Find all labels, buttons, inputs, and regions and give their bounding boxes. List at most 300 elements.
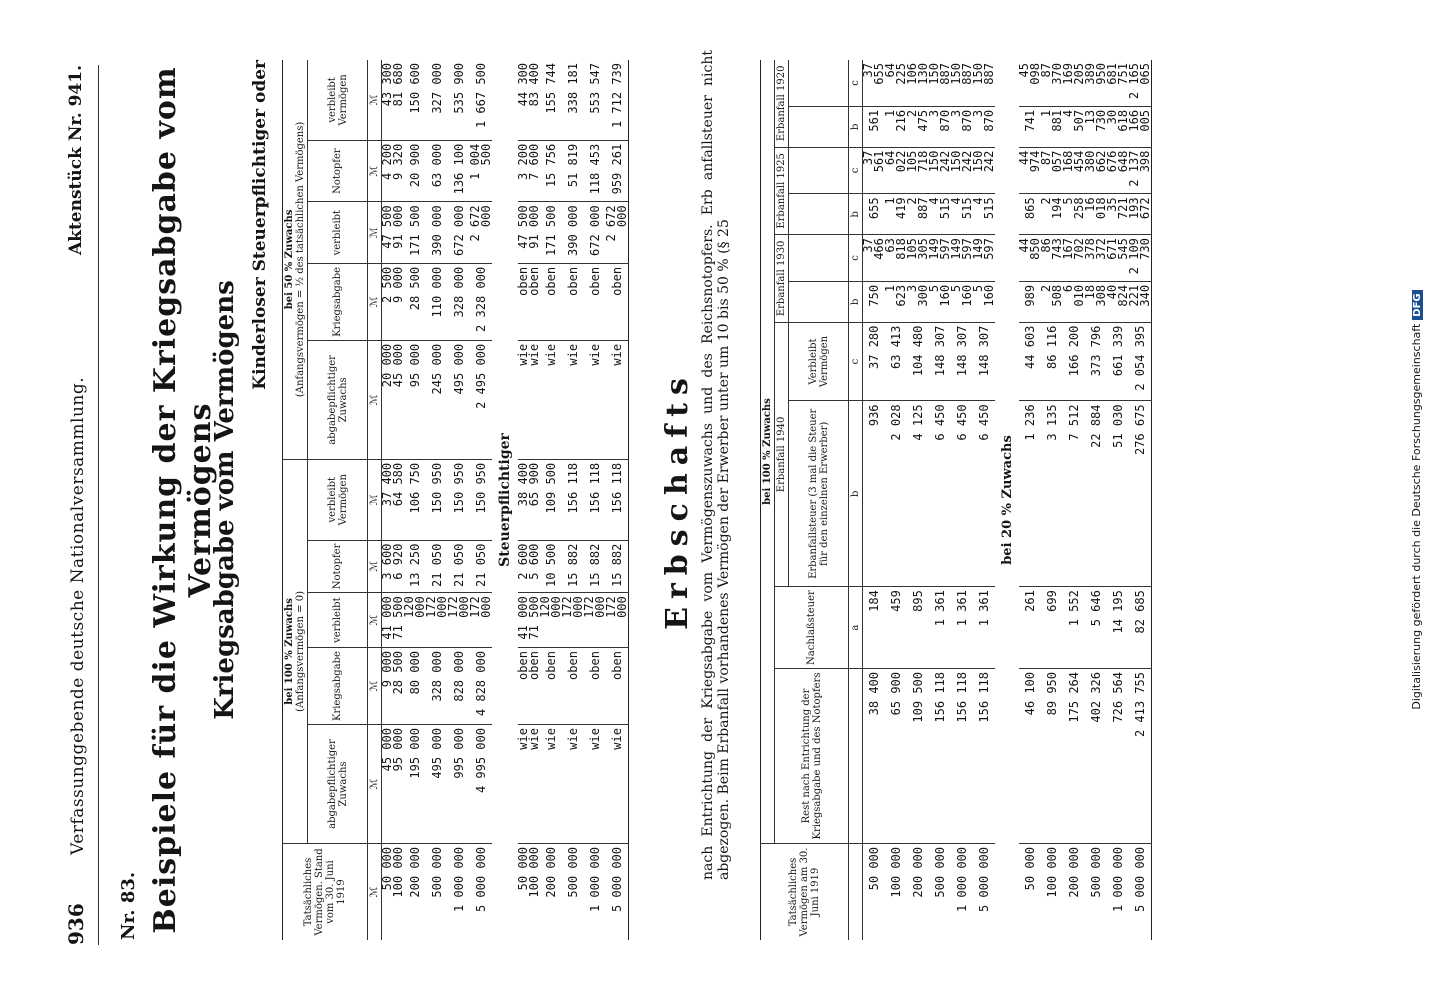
table-cell: 672 000 — [448, 202, 470, 264]
unit-label: ℳ — [368, 648, 382, 725]
table-cell: wie — [606, 725, 629, 844]
table-cell: 402 326 — [1085, 668, 1107, 843]
table-cell: 200 000 — [543, 847, 558, 898]
table-cell: 150 887 — [973, 60, 995, 106]
table-cell: 13 250 — [404, 540, 426, 593]
page-number: 936 — [64, 903, 88, 945]
erbanfall-1940: Erbanfall 1940 — [775, 322, 789, 587]
table-cell: 89 950 — [1041, 668, 1063, 843]
col-header: Kriegsabgabe — [308, 263, 368, 340]
table-cell: 681 751 — [1107, 60, 1129, 106]
table-cell: wie — [529, 725, 540, 844]
group-20-label: bei 20 % Zuwachs — [999, 435, 1015, 565]
table-cell: oben — [529, 648, 540, 725]
table-cell: 1 419 — [885, 194, 907, 235]
unit-label: ℳ — [368, 263, 382, 340]
table-row — [1129, 60, 1152, 940]
letter-label: c — [849, 60, 863, 106]
table-cell: 44 974 — [1019, 147, 1041, 194]
table-cell: 86 116 — [1041, 322, 1063, 401]
table-cell: 150 242 — [929, 147, 951, 194]
table-row — [562, 60, 584, 940]
table-cell: 6 450 — [951, 401, 973, 587]
table-cell: 172 000 — [426, 593, 448, 648]
table-cell: 172 000 — [470, 593, 492, 648]
table-row — [1019, 60, 1041, 940]
table-cell: wie — [562, 725, 584, 844]
col-vermoegen: Tatsächliches Vermögen. Stand vom 30. Juni 1919 — [303, 848, 347, 936]
table-cell: 35 721 — [1107, 194, 1129, 235]
group-100-label: bei 100 % Zuwachs — [284, 598, 295, 705]
group-50-note: (Anfangsvermögen = ½ des tatsächlichen Vermögens) — [295, 121, 306, 398]
table-cell: 95 000 — [404, 340, 426, 459]
table-cell: 149 597 — [973, 235, 995, 282]
table-cell: 106 750 — [404, 459, 426, 540]
table-cell: wie — [518, 340, 529, 459]
table-cell: 2 109 730 — [1129, 235, 1152, 282]
erbanfall-1920: Erbanfall 1920 — [775, 60, 789, 147]
table-cell: 41 000 — [518, 593, 529, 648]
table-cell: 37 561 — [863, 147, 886, 194]
table-cell: 6 920 — [393, 540, 404, 593]
table-cell: 63 000 — [426, 140, 448, 202]
unit-label: ℳ — [368, 540, 382, 593]
table-cell: 553 547 — [584, 60, 606, 140]
table-cell: 14 195 — [1107, 587, 1129, 669]
table-cell: 150 950 — [470, 459, 492, 540]
table1-separator — [492, 60, 518, 940]
table-cell: 500 000 — [565, 847, 580, 898]
table-cell: 44 850 — [1019, 235, 1041, 282]
table-row — [907, 60, 929, 940]
table-cell: 44 300 — [518, 60, 529, 140]
table-cell: 4 828 000 — [470, 648, 492, 725]
table-cell: oben — [584, 648, 606, 725]
table-cell: 5 160 — [973, 281, 995, 322]
table-cell: 47 500 — [518, 202, 529, 264]
table-cell: 83 400 — [529, 60, 540, 140]
table-cell: 895 — [907, 587, 929, 669]
table-cell: 51 819 — [562, 140, 584, 202]
table-row — [973, 60, 995, 940]
table-cell: 7 600 — [529, 140, 540, 202]
table-cell: 86 743 — [1041, 235, 1063, 282]
table-cell: 172 000 — [584, 593, 606, 648]
table-cell: 672 000 — [584, 202, 606, 264]
table-cell: 47 500 — [382, 202, 394, 264]
table-cell: 276 675 — [1129, 401, 1152, 587]
table-cell: 1 552 — [1063, 587, 1085, 669]
table-cell: 5 000 000 — [976, 847, 991, 913]
table-cell: 2 475 — [907, 106, 929, 147]
table-cell: 2 672 000 — [606, 202, 629, 264]
table-cell: 1 000 000 — [587, 847, 602, 913]
table-cell: 1 361 — [973, 587, 995, 669]
table-cell: 2 328 000 — [470, 263, 492, 340]
section1-subtitle: Kinderloser Steuerpflichtiger oder — [250, 60, 270, 390]
table-cell: 91 000 — [393, 202, 404, 264]
table-cell: 168 454 — [1063, 147, 1085, 194]
table-cell: 40 824 — [1107, 281, 1129, 322]
table-cell: 828 000 — [448, 648, 470, 725]
unit-label: ℳ — [368, 844, 382, 941]
table-cell: 4 507 — [1063, 106, 1085, 147]
table-cell: 221 340 — [1129, 281, 1152, 322]
table-cell: 936 — [863, 401, 886, 587]
dfg-logo: DFG — [1412, 290, 1423, 319]
table-cell: 2 672 000 — [470, 202, 492, 264]
digitization-text: Digitalisierung gefördert durch die Deutsche Forschungsgemeinschaft — [1410, 323, 1423, 710]
table-cell: 166 200 — [1063, 322, 1085, 401]
table-cell: 171 500 — [540, 202, 562, 264]
table-cell: 1 667 500 — [470, 60, 492, 140]
table-cell: 655 — [863, 194, 886, 235]
letter-label: c — [849, 322, 863, 401]
table-cell: 87 057 — [1041, 147, 1063, 194]
table-cell: 6 450 — [929, 401, 951, 587]
table-cell: 378 372 — [1085, 235, 1107, 282]
table-cell: 6 010 — [1063, 281, 1085, 322]
table-cell: 91 000 — [529, 202, 540, 264]
table-cell: 3 870 — [951, 106, 973, 147]
table-cell: 50 000 — [516, 847, 530, 891]
unit-label: ℳ — [368, 202, 382, 264]
table-cell: 373 796 — [1085, 322, 1107, 401]
table-cell: 172 000 — [448, 593, 470, 648]
table-cell: 459 — [885, 587, 907, 669]
table-cell: 46 100 — [1019, 668, 1041, 843]
table-cell: 3 870 — [929, 106, 951, 147]
table-cell: 80 000 — [404, 648, 426, 725]
table-cell: oben — [518, 648, 529, 725]
unit-label: ℳ — [368, 593, 382, 648]
table-cell: 865 — [1019, 194, 1041, 235]
table-cell: 156 118 — [929, 668, 951, 843]
table-cell: 4 200 — [382, 140, 394, 202]
table-cell: 28 500 — [393, 648, 404, 725]
table-cell: 30 618 — [1107, 106, 1129, 147]
table-cell: 195 000 — [404, 725, 426, 844]
table-cell: 50 000 — [866, 847, 881, 891]
table-cell: 4 515 — [973, 194, 995, 235]
table-cell: 390 000 — [562, 202, 584, 264]
table-row — [1041, 60, 1063, 940]
journal-title: Verfassunggebende deutsche Nationalversammlung. — [68, 376, 88, 855]
table-cell: 9 000 — [382, 648, 394, 725]
table-cell: 328 000 — [426, 648, 448, 725]
table-cell: 150 887 — [951, 60, 973, 106]
table-cell: 5 000 000 — [609, 847, 624, 913]
erbanfall-1930: Erbanfall 1930 — [775, 235, 789, 323]
table-cell: 37 280 — [863, 322, 886, 401]
table-row — [426, 60, 448, 940]
table-cell: 81 680 — [393, 60, 404, 140]
table-cell: 989 — [1019, 281, 1041, 322]
table-cell: 328 000 — [448, 263, 470, 340]
table-cell: 1 216 — [885, 106, 907, 147]
table-cell: 2 054 395 — [1129, 322, 1152, 401]
table-cell: 9 320 — [393, 140, 404, 202]
table-cell: 500 000 — [429, 847, 444, 898]
table-cell: 37 466 — [863, 235, 886, 282]
table-cell: 110 000 — [426, 263, 448, 340]
table-cell: 22 884 — [1085, 401, 1107, 587]
table-cell: 156 118 — [973, 668, 995, 843]
table-cell: oben — [518, 263, 529, 340]
table-cell: 120 000 — [404, 593, 426, 648]
table-cell: oben — [540, 263, 562, 340]
table-cell: 15 882 — [606, 540, 629, 593]
table-cell: 41 000 — [382, 593, 394, 648]
table-cell: 5 646 — [1085, 587, 1107, 669]
table-cell: 95 000 — [393, 725, 404, 844]
table-cell: 109 500 — [907, 668, 929, 843]
table-cell: 105 718 — [907, 147, 929, 194]
table-cell: 2 500 — [382, 263, 394, 340]
table-cell: 495 000 — [448, 340, 470, 459]
table-cell: 4 515 — [951, 194, 973, 235]
table-cell: 169 205 — [1063, 60, 1085, 106]
table-cell: 82 685 — [1129, 587, 1152, 669]
col-header: verbleibt — [308, 202, 368, 264]
table-cell: 5 600 — [529, 540, 540, 593]
table-cell: 390 000 — [426, 202, 448, 264]
section2-paragraph: nach Entrichtung der Kriegsabgabe vom Vermögenszuwachs und des Reichsnotopfers. Erb anfallsteuer nicht abgezogen. Beim Erbanfall vorhandenes Vermögen der Erwerber unter um 10 bis 50 % (§ 25 — [700, 50, 732, 880]
unit-label: ℳ — [368, 340, 382, 459]
table-cell: 71 500 — [529, 593, 540, 648]
table-cell: 45 000 — [393, 340, 404, 459]
table-cell: 2 194 — [1041, 194, 1063, 235]
table-cell: 50 000 — [380, 847, 394, 891]
table-cell: oben — [529, 263, 540, 340]
table-cell: 338 181 — [562, 60, 584, 140]
col-header: verbleibt Vermögen — [308, 459, 368, 540]
table-cell: 156 118 — [951, 668, 973, 843]
table-cell: 156 118 — [562, 459, 584, 540]
table-cell: 28 500 — [404, 263, 426, 340]
table2-body-a — [863, 60, 996, 940]
main-title: Beispiele für die Wirkung der Kriegsabgabe vom Vermögens — [148, 66, 218, 934]
stpfl-title: Steuerpflichtiger — [496, 433, 513, 567]
table-cell: 750 — [863, 281, 886, 322]
table-cell: 2 508 — [1041, 281, 1063, 322]
table-cell: 148 307 — [973, 322, 995, 401]
document-reference: Aktenstück Nr. 941. — [66, 65, 86, 256]
table-cell: 959 261 — [606, 140, 629, 202]
table-cell: 166 005 — [1129, 106, 1152, 147]
table-cell: 148 307 — [951, 322, 973, 401]
table-cell: 156 118 — [606, 459, 629, 540]
section-number: Nr. 83. — [118, 871, 139, 940]
page-header — [62, 65, 99, 945]
table-cell: wie — [606, 340, 629, 459]
table-cell: 7 512 — [1063, 401, 1085, 587]
table-cell: 155 744 — [540, 60, 562, 140]
col-erbanfallsteuer: Erbanfallsteuer (3 mal die Steuer für den einzelnen Erwerber) — [789, 401, 849, 587]
table-cell: 4 995 000 — [470, 725, 492, 844]
table-cell: 10 500 — [540, 540, 562, 593]
table-cell: 327 000 — [426, 60, 448, 140]
table-cell: 1 004 500 — [470, 140, 492, 202]
col-header: abgabepflichtiger Zuwachs — [308, 340, 368, 459]
table-row — [929, 60, 951, 940]
table-cell: 3 300 — [907, 281, 929, 322]
table-cell: 64 580 — [393, 459, 404, 540]
table-cell: 43 300 — [382, 60, 394, 140]
table-cell: 149 597 — [951, 235, 973, 282]
table-cell: 118 453 — [584, 140, 606, 202]
section2-title: Erbschafts — [660, 370, 695, 630]
table-cell: 148 307 — [929, 322, 951, 401]
table-cell: 2 413 755 — [1129, 668, 1152, 843]
unit-label: ℳ — [368, 459, 382, 540]
table-cell: 5 160 — [951, 281, 973, 322]
table-cell: 3 870 — [973, 106, 995, 147]
table-row — [863, 60, 886, 940]
table-cell: 175 264 — [1063, 668, 1085, 843]
table-cell: 9 000 — [393, 263, 404, 340]
table-cell: oben — [606, 648, 629, 725]
table-cell: wie — [540, 725, 562, 844]
table-cell: 1 623 — [885, 281, 907, 322]
kriegsabgabe-table — [282, 60, 629, 940]
table-cell: 50 000 — [1022, 847, 1037, 891]
table-cell: 2 887 — [907, 194, 929, 235]
table-cell: 245 000 — [426, 340, 448, 459]
col-rest: Rest nach Entrichtung der Kriegsabgabe und des Notopfers — [775, 668, 849, 843]
table-cell: 37 400 — [382, 459, 394, 540]
group-50-header — [283, 60, 308, 459]
table-cell: 150 600 — [404, 60, 426, 140]
table-cell: 106 130 — [907, 60, 929, 106]
table-cell: 671 545 — [1107, 235, 1129, 282]
table-cell: 5 000 000 — [1132, 847, 1147, 913]
table-cell: 699 — [1041, 587, 1063, 669]
table1-body-b — [518, 60, 629, 940]
table-cell: 150 242 — [951, 147, 973, 194]
table-cell: 1 236 — [1019, 401, 1041, 587]
table-cell: 109 500 — [540, 459, 562, 540]
table-cell: 136 100 — [448, 140, 470, 202]
table-cell: 3 600 — [382, 540, 394, 593]
table-cell: 37 655 — [863, 60, 886, 106]
table-row — [470, 60, 492, 940]
table-cell: 104 480 — [907, 322, 929, 401]
letter-label: b — [849, 401, 863, 587]
table-cell: 1 881 — [1041, 106, 1063, 147]
erbschaft-table — [760, 60, 1152, 940]
group-100-note: (Anfangsvermögen = 0) — [295, 591, 306, 712]
table-cell: 45 098 — [1019, 60, 1041, 106]
table-row — [606, 60, 629, 940]
letter-label: b — [849, 281, 863, 322]
col-header: Kriegsabgabe — [308, 648, 368, 725]
table-cell: 45 000 — [382, 725, 394, 844]
group-100-header — [283, 459, 308, 843]
letter-label: c — [849, 147, 863, 194]
table-row — [404, 60, 426, 940]
col-nachlass: Nachlaßsteuer — [775, 587, 849, 669]
table-cell: wie — [518, 725, 529, 844]
table-cell: 20 900 — [404, 140, 426, 202]
table-cell: 16 018 — [1085, 194, 1107, 235]
table-cell: 193 672 — [1129, 194, 1152, 235]
table-cell: 2 495 000 — [470, 340, 492, 459]
table-cell: 65 900 — [885, 668, 907, 843]
table1-body-a — [382, 60, 493, 940]
col-header: Notopfer — [308, 140, 368, 202]
table-cell: oben — [562, 648, 584, 725]
table-row — [584, 60, 606, 940]
table-cell: 71 500 — [393, 593, 404, 648]
table-row — [1107, 60, 1129, 940]
section1-title: Kriegsabgabe vom Vermögens — [210, 280, 240, 720]
letter-label: a — [849, 587, 863, 669]
table-cell: 5 000 000 — [473, 847, 488, 913]
table-cell: 150 950 — [426, 459, 448, 540]
table-cell: 105 305 — [907, 235, 929, 282]
col-header: Notopfer — [308, 540, 368, 593]
table-cell: 150 242 — [973, 147, 995, 194]
table-cell: oben — [562, 263, 584, 340]
table-cell: 2 165 065 — [1129, 60, 1152, 106]
table-cell: 149 597 — [929, 235, 951, 282]
table-cell: 5 160 — [929, 281, 951, 322]
table-cell: 156 118 — [584, 459, 606, 540]
table-cell: 3 135 — [1041, 401, 1063, 587]
table-cell: 535 900 — [448, 60, 470, 140]
col-header: abgabepflichtiger Zuwachs — [308, 725, 368, 844]
table-cell: 100 000 — [888, 847, 903, 898]
table-cell: 150 887 — [929, 60, 951, 106]
table-cell: wie — [584, 725, 606, 844]
group-100-header-2: bei 100 % Zuwachs — [761, 60, 775, 844]
table2-separator — [995, 60, 1019, 940]
table-cell: 18 308 — [1085, 281, 1107, 322]
table-cell: 4 515 — [929, 194, 951, 235]
table-cell: 380 662 — [1085, 147, 1107, 194]
table-cell: wie — [540, 340, 562, 459]
table-cell: 64 022 — [885, 147, 907, 194]
table-cell: 2 028 — [885, 401, 907, 587]
table-cell: 167 702 — [1063, 235, 1085, 282]
table-cell: 2 137 398 — [1129, 147, 1152, 194]
unit-label: ℳ — [368, 725, 382, 844]
table-cell: 38 400 — [518, 459, 529, 540]
table-row — [1085, 60, 1107, 940]
table-cell: 500 000 — [1088, 847, 1103, 898]
col-header: verbleibt — [308, 593, 368, 648]
table-cell: 726 564 — [1107, 668, 1129, 843]
table-cell: 1 361 — [929, 587, 951, 669]
table-cell: 495 000 — [426, 725, 448, 844]
table-cell: 6 450 — [973, 401, 995, 587]
table-cell: 87 370 — [1041, 60, 1063, 106]
table-cell: 3 200 — [518, 140, 529, 202]
table-cell: wie — [584, 340, 606, 459]
table-cell: 389 950 — [1085, 60, 1107, 106]
table-cell: 100 000 — [1044, 847, 1059, 898]
table-row — [1063, 60, 1085, 940]
table-cell: 15 882 — [562, 540, 584, 593]
table-cell: 51 030 — [1107, 401, 1129, 587]
table-cell: 20 000 — [382, 340, 394, 459]
col-verbleibt: Verbleibt Vermögen — [789, 322, 849, 401]
letter-label: c — [849, 235, 863, 282]
table-cell: 15 882 — [584, 540, 606, 593]
table-row — [529, 60, 540, 940]
table-cell: 995 000 — [448, 725, 470, 844]
